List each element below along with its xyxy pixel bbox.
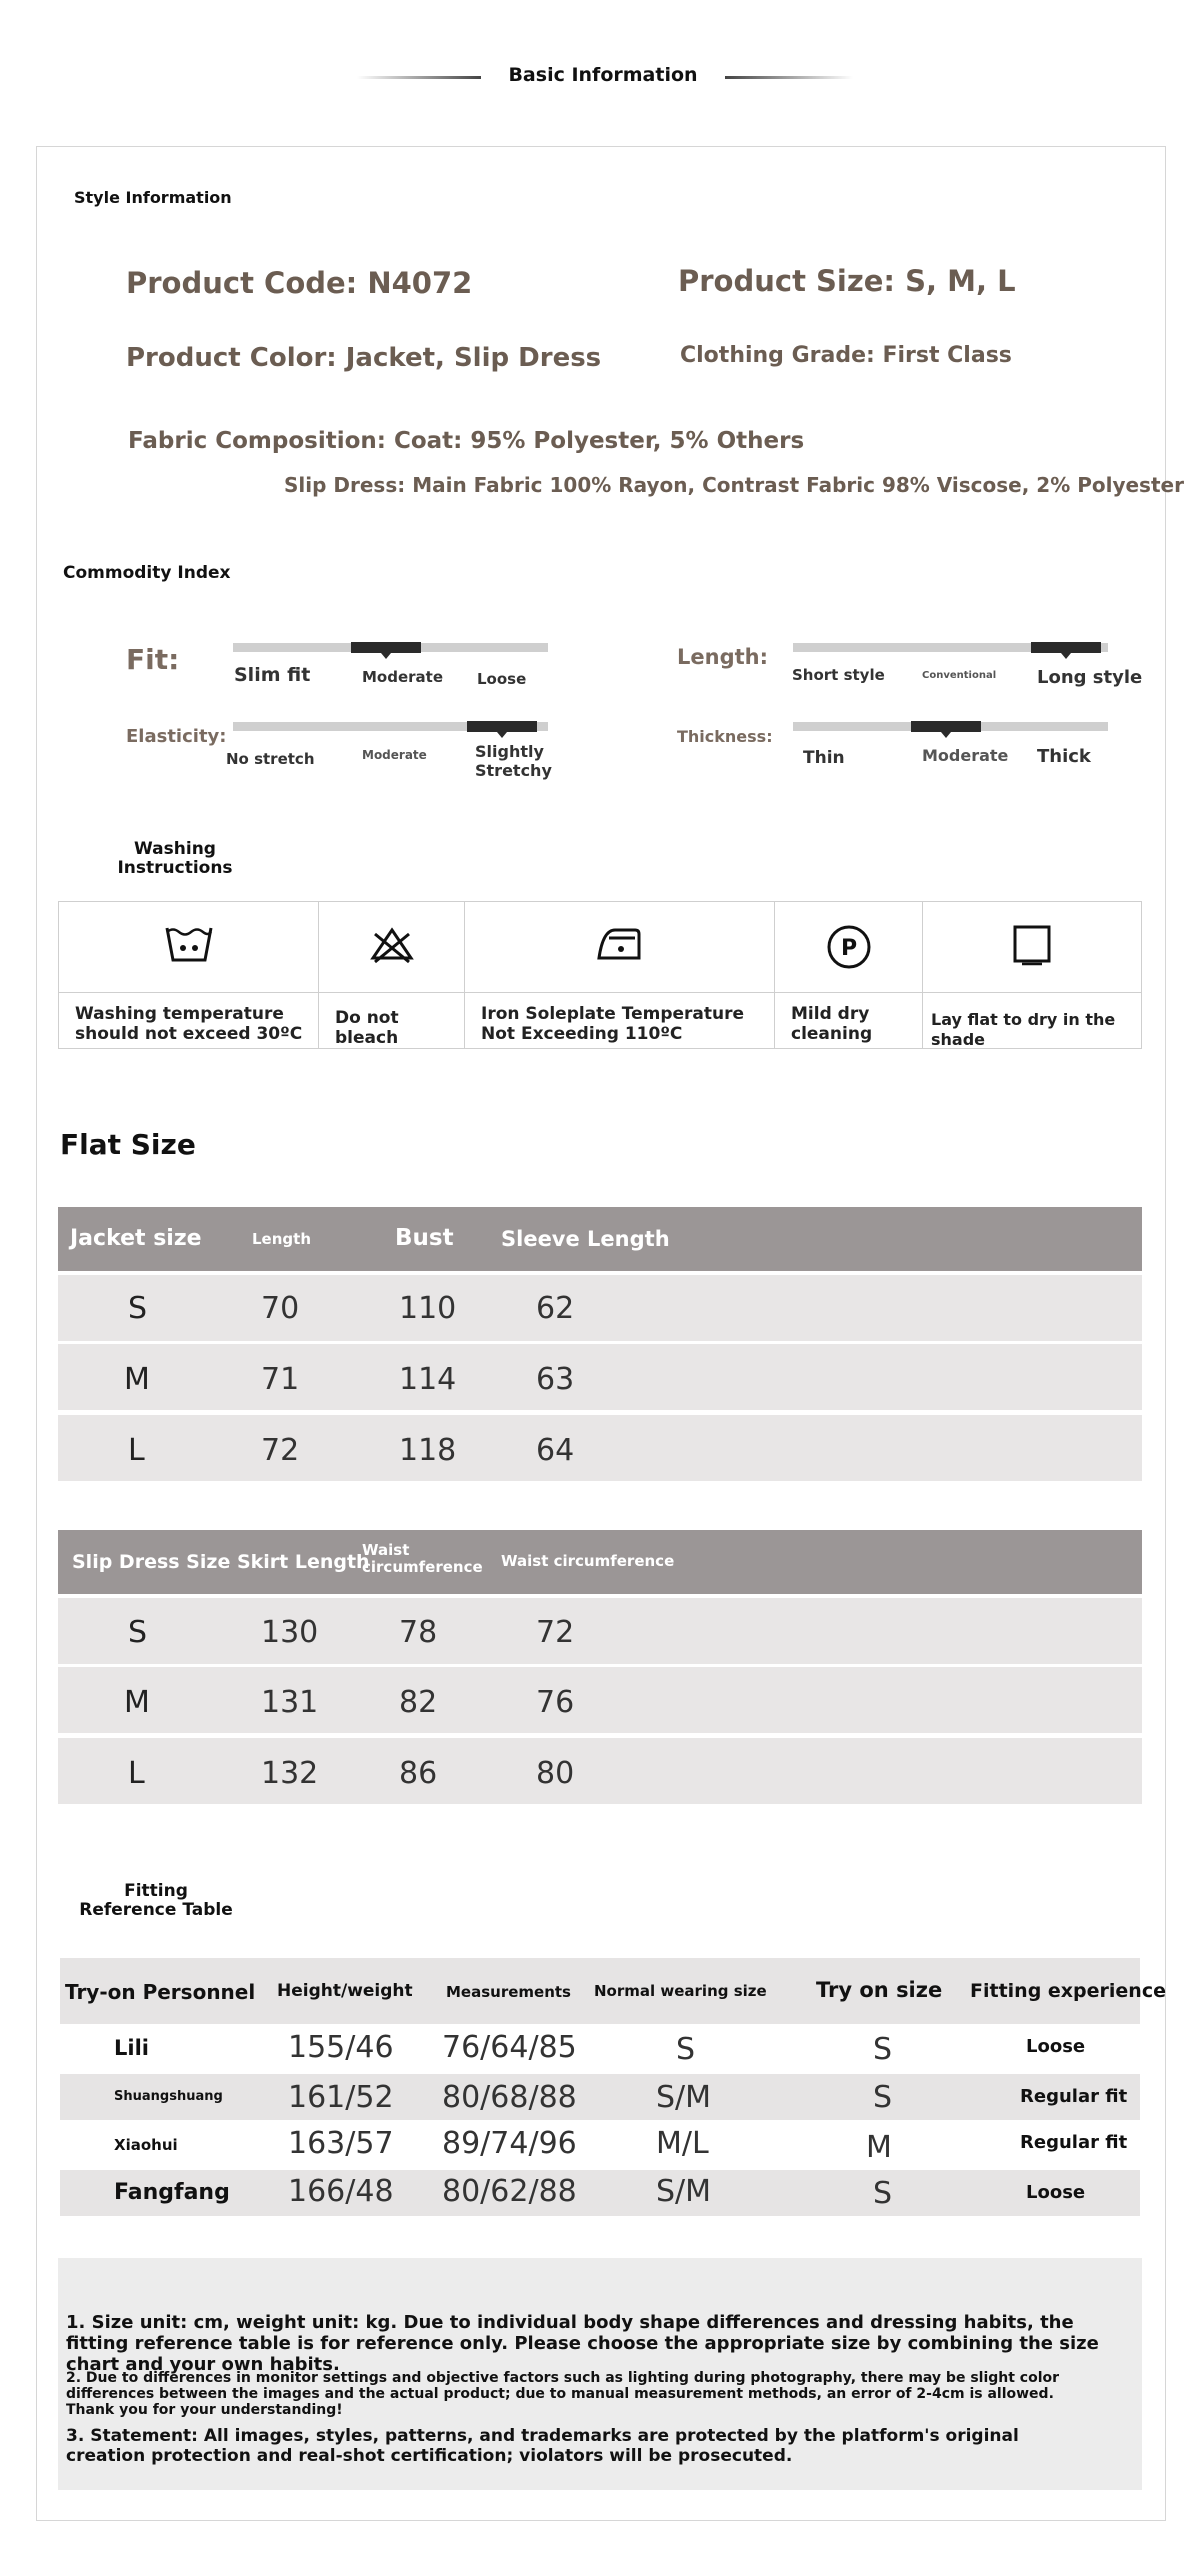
jacket-table-header: [58, 1207, 1142, 1271]
jacket-size-m: M: [124, 1362, 150, 1397]
fit-marker: [351, 642, 421, 653]
iron-low-icon: [595, 924, 645, 968]
fit-hw-fangfang: 166/48: [288, 2174, 394, 2209]
fitting-row-fangfang: [60, 2170, 1140, 2216]
fabric-coat: Fabric Composition: Coat: 95% Polyester, 5% Others: [128, 428, 805, 454]
wash-cell-temperature: [59, 902, 319, 1048]
style-info-label: Style Information: [74, 188, 232, 207]
fitting-row-lili: [60, 2026, 1140, 2070]
jacket-length-m: 71: [261, 1362, 300, 1397]
note-3: 3. Statement: All images, styles, patterns, and trademarks are protected by the platform's original creation protection and real-shot certification; violators will be prosecuted.: [66, 2426, 1019, 2466]
slip-waist1-m: 82: [399, 1685, 438, 1720]
slip-length-s: 130: [261, 1615, 319, 1650]
commodity-index-label: Commodity Index: [63, 563, 231, 583]
fit-exp-xiaohui: Regular fit: [1020, 2132, 1128, 2153]
length-label: Length:: [677, 645, 768, 669]
slip-waist1-s: 78: [399, 1615, 438, 1650]
elasticity-scale: [233, 722, 548, 731]
slip-length-m: 131: [261, 1685, 319, 1720]
fit-tryon-fangfang: S: [873, 2176, 893, 2211]
flat-size-title: Flat Size: [60, 1128, 196, 1161]
notes-box: [58, 2258, 1142, 2490]
wash-temp-text: Washing temperature should not exceed 30ºC: [75, 1004, 303, 1044]
jacket-length-s: 70: [261, 1291, 300, 1326]
wash-cell-bleach: [319, 902, 465, 1048]
fit-normal-lili: S: [676, 2032, 696, 2067]
length-marker: [1031, 642, 1101, 653]
jacket-row-s: [58, 1275, 1142, 1341]
wash-cell-dryclean: [775, 902, 923, 1048]
fit-col-tryon-size: Try on size: [816, 1978, 943, 2002]
wash-cell-iron: [465, 902, 775, 1048]
fit-meas-lili: 76/64/85: [442, 2030, 577, 2065]
fitting-header-row: [60, 1958, 1166, 2024]
do-not-bleach-icon: [369, 924, 415, 968]
jacket-col-size: Jacket size: [70, 1226, 202, 1251]
jacket-bust-m: 114: [399, 1362, 457, 1397]
jacket-bust-l: 118: [399, 1433, 457, 1468]
thickness-marker: [911, 721, 981, 732]
fit-tryon-lili: S: [873, 2032, 893, 2067]
jacket-sleeve-l: 64: [536, 1433, 575, 1468]
fit-col-normal-size: Normal wearing size: [594, 1982, 767, 2000]
page-title: Basic Information: [508, 64, 698, 86]
fabric-slip: Slip Dress: Main Fabric 100% Rayon, Contrast Fabric 98% Viscose, 2% Polyester: [284, 473, 1184, 497]
fit-name-shuangshuang: Shuangshuang: [114, 2089, 223, 2104]
header-right-rule: [725, 76, 853, 79]
thickness-tick-moderate: Moderate: [922, 746, 1009, 765]
slip-waist2-m: 76: [536, 1685, 575, 1720]
bleach-text: Do not bleach: [335, 1008, 399, 1048]
fit-hw-xiaohui: 163/57: [288, 2126, 394, 2161]
jacket-sleeve-m: 63: [536, 1362, 575, 1397]
fitting-row-shuangshuang: [60, 2074, 1140, 2120]
fit-label: Fit:: [126, 643, 180, 676]
length-tick-long: Long style: [1037, 667, 1143, 688]
jacket-row-m: [58, 1344, 1142, 1410]
thickness-tick-thin: Thin: [803, 748, 845, 768]
dryclean-text: Mild dry cleaning: [791, 1004, 873, 1044]
clothing-grade: Clothing Grade: First Class: [680, 343, 1012, 368]
length-scale: [793, 643, 1108, 652]
svg-text:P: P: [840, 936, 857, 961]
lay-flat-dry-icon: [1012, 924, 1052, 970]
fit-scale: [233, 643, 548, 652]
slip-table-header: [58, 1530, 1142, 1594]
elasticity-tick-slightly: Slightly Stretchy: [475, 742, 552, 780]
slip-size-s: S: [128, 1615, 148, 1650]
wash-tub-30-icon: [164, 924, 214, 968]
fit-tryon-xiaohui: M: [866, 2130, 892, 2165]
fit-hw-shuangshuang: 161/52: [288, 2080, 394, 2115]
jacket-col-sleeve: Sleeve Length: [501, 1227, 670, 1251]
fit-col-height: Height/weight: [277, 1981, 413, 2001]
washing-label: Washing Instructions: [117, 839, 233, 878]
fit-exp-lili: Loose: [1026, 2036, 1086, 2057]
fitting-label: Fitting Reference Table: [79, 1881, 233, 1920]
jacket-col-length: Length: [252, 1230, 311, 1248]
jacket-size-s: S: [128, 1291, 148, 1326]
jacket-row-l: [58, 1415, 1142, 1481]
fit-col-experience: Fitting experience: [970, 1980, 1166, 2002]
fit-meas-shuangshuang: 80/68/88: [442, 2080, 577, 2115]
slip-waist2-l: 80: [536, 1756, 575, 1791]
slip-row-l: [58, 1738, 1142, 1804]
fit-meas-fangfang: 80/62/88: [442, 2174, 577, 2209]
dry-clean-p-icon: [826, 924, 872, 974]
elasticity-tick-moderate: Moderate: [362, 748, 427, 762]
fit-tick-loose: Loose: [477, 670, 527, 688]
slip-size-m: M: [124, 1685, 150, 1720]
jacket-sleeve-s: 62: [536, 1291, 575, 1326]
fit-name-fangfang: Fangfang: [114, 2180, 230, 2205]
slip-length-l: 132: [261, 1756, 319, 1791]
fit-normal-xiaohui: M/L: [656, 2126, 709, 2161]
fit-name-xiaohui: Xiaohui: [114, 2136, 178, 2154]
jacket-size-l: L: [128, 1433, 145, 1468]
slip-waist2-s: 72: [536, 1615, 575, 1650]
product-size: Product Size: S, M, L: [678, 264, 1016, 298]
washing-table: [58, 901, 1142, 1049]
wash-cell-layflat: [923, 902, 1141, 1048]
note-1: 1. Size unit: cm, weight unit: kg. Due to individual body shape differences and dressing habits, the fitting reference table is for reference only. Please choose the appropriate size by combining the size chart and your own habits.: [66, 2312, 1099, 2375]
length-tick-short: Short style: [792, 666, 885, 684]
fit-col-measurements: Measurements: [446, 1983, 571, 2001]
fit-hw-lili: 155/46: [288, 2030, 394, 2065]
fit-normal-shuangshuang: S/M: [656, 2080, 712, 2115]
fitting-row-xiaohui: [60, 2122, 1140, 2168]
jacket-col-bust: Bust: [395, 1225, 454, 1251]
elasticity-tick-no-stretch: No stretch: [226, 750, 315, 768]
iron-text: Iron Soleplate Temperature Not Exceeding 110ºC: [481, 1004, 745, 1044]
slip-row-m: [58, 1667, 1142, 1733]
thickness-label: Thickness:: [677, 727, 773, 746]
slip-waist1-l: 86: [399, 1756, 438, 1791]
elasticity-marker: [467, 721, 537, 732]
fit-tick-moderate: Moderate: [362, 668, 444, 686]
fit-tick-slim: Slim fit: [234, 664, 311, 686]
header-left-rule: [357, 76, 481, 79]
jacket-length-l: 72: [261, 1433, 300, 1468]
slip-col-waist-2: Waist circumference: [501, 1552, 675, 1570]
fit-normal-fangfang: S/M: [656, 2174, 712, 2209]
fit-name-lili: Lili: [114, 2036, 149, 2060]
slip-col-size-length: Slip Dress Size Skirt Length: [72, 1551, 370, 1573]
note-2: 2. Due to differences in monitor settings and objective factors such as lighting during photography, there may be slight color differences between the images and the actual product; due to manual measurement methods, an error of 2-4cm is allowed. Thank you for your understanding!: [66, 2370, 1060, 2418]
product-color: Product Color: Jacket, Slip Dress: [126, 343, 602, 373]
length-tick-conventional: Conventional: [922, 670, 997, 681]
slip-row-s: [58, 1598, 1142, 1664]
elasticity-label: Elasticity:: [126, 726, 227, 747]
product-code: Product Code: N4072: [126, 266, 473, 300]
jacket-bust-s: 110: [399, 1291, 457, 1326]
thickness-tick-thick: Thick: [1037, 746, 1091, 767]
layflat-text: Lay flat to dry in the shade: [931, 1010, 1116, 1049]
fit-tryon-shuangshuang: S: [873, 2080, 893, 2115]
fit-col-personnel: Try-on Personnel: [65, 1980, 256, 2004]
fit-exp-shuangshuang: Regular fit: [1020, 2086, 1128, 2107]
slip-size-l: L: [128, 1756, 145, 1791]
slip-col-waist-1: Waist circumference: [362, 1541, 483, 1576]
fit-exp-fangfang: Loose: [1026, 2182, 1086, 2203]
thickness-scale: [793, 722, 1108, 731]
fit-meas-xiaohui: 89/74/96: [442, 2126, 577, 2161]
